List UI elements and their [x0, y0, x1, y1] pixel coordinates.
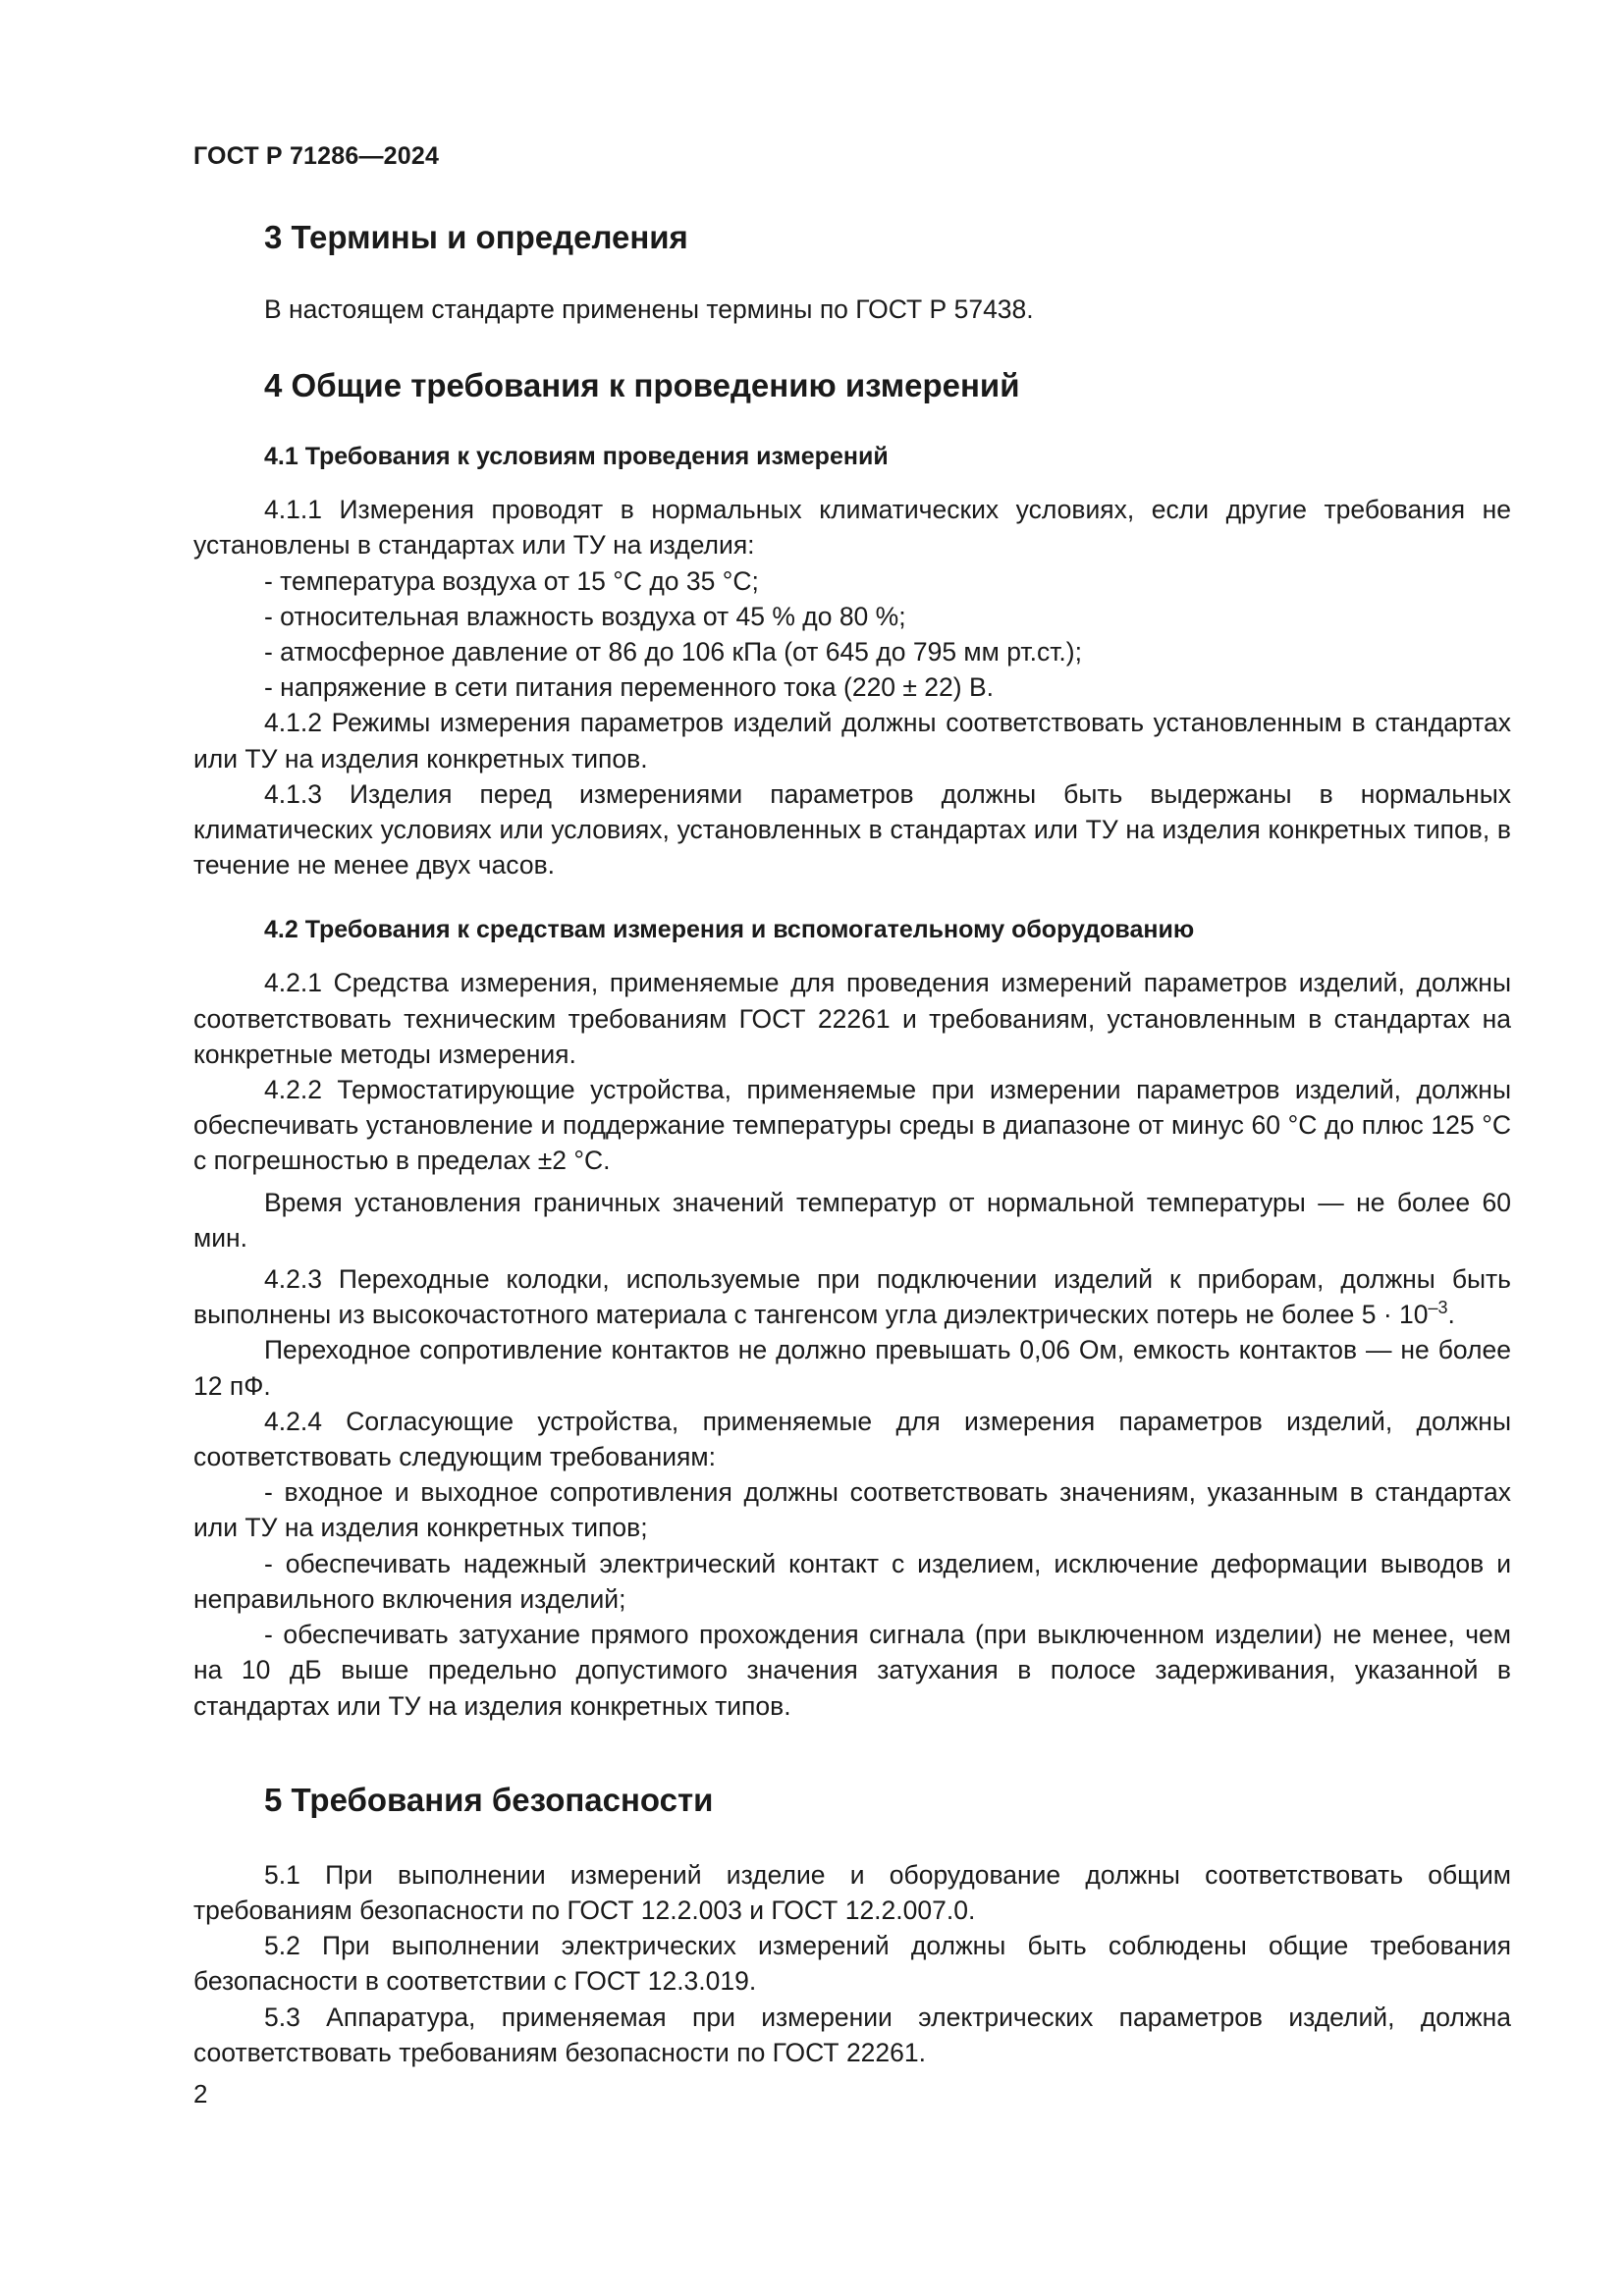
subsection-4-2-title: 4.2 Требования к средствам измерения и вспомогательному оборудованию: [264, 916, 1195, 944]
section-5-title: 5 Требования безопасности: [264, 1781, 714, 1818]
paragraph-5-3: 5.3 Аппаратура, применяемая при измерении электрических параметров изделий, должна соответствовать требованиям безопасности по ГОСТ 22261.: [193, 2002, 1511, 2067]
paragraph-4-2-2-time: Время установления граничных значений температур от нормальной температуры — не более 60 мин.: [193, 1187, 1511, 1253]
list-item: - обеспечивать надежный электрический контакт с изделием, исключение деформации выводов и неправильного включения изделий;: [193, 1548, 1511, 1614]
document-code-header: ГОСТ Р 71286—2024: [193, 142, 440, 170]
list-item: - обеспечивать затухание прямого прохождения сигнала (при выключенном изделии) не менее, чем на 10 дБ выше предельно допустимого значения затухания в полосе задерживания, указанной в стандартах или ТУ на изделия конкретных типов.: [193, 1620, 1511, 1721]
paragraph-4-2-3-text: 4.2.3 Переходные колодки, используемые при подключении изделий к приборам, должны быть выполнены из высокочастотного материала с тангенсом угла диэлектрических потерь не более 5 · 10: [193, 1264, 1511, 1330]
paragraph-4-1-3: 4.1.3 Изделия перед измерениями параметров должны быть выдержаны в нормальных климатических условиях или условиях, установленных в стандартах или ТУ на изделия конкретных типов, в течение не менее двух часов.: [193, 778, 1511, 881]
paragraph-4-2-3-end: .: [1447, 1300, 1455, 1330]
paragraph-4-1-1: 4.1.1 Измерения проводят в нормальных климатических условиях, если другие требования не установлены в стандартах или ТУ на изделия:: [193, 495, 1511, 561]
section-4-title: 4 Общие требования к проведению измерений: [264, 367, 1020, 404]
list-item: - напряжение в сети питания переменного тока (220 ± 22) В.: [264, 672, 995, 703]
list-item: - входное и выходное сопротивления должны соответствовать значениям, указанным в стандартах или ТУ на изделия конкретных типов;: [193, 1477, 1511, 1543]
list-item: - относительная влажность воздуха от 45 % до 80 %;: [264, 601, 906, 631]
paragraph-4-2-2: 4.2.2 Термостатирующие устройства, применяемые при измерении параметров изделий, должны обеспечивать установление и поддержание температуры среды в диапазоне от минус 60 °С до плюс 125 °С с погрешностью в пределах ±2 °С.: [193, 1075, 1511, 1176]
page-number: 2: [193, 2079, 208, 2109]
list-item: - температура воздуха от 15 °С до 35 °С;: [264, 565, 759, 596]
paragraph-4-2-3: [193, 1261, 1511, 1332]
paragraph-4-2-4: 4.2.4 Согласующие устройства, применяемые для измерения параметров изделий, должны соответствовать следующим требованиям:: [193, 1406, 1511, 1472]
document-page: [193, 142, 1511, 2070]
paragraph-5-2: 5.2 При выполнении электрических измерений должны быть соблюдены общие требования безопасности в соответствии с ГОСТ 12.3.019.: [193, 1931, 1511, 1997]
paragraph-5-1: 5.1 При выполнении измерений изделие и оборудование должны соответствовать общим требованиям безопасности по ГОСТ 12.2.003 и ГОСТ 12.2.007.0.: [193, 1859, 1511, 1925]
exponent: –3: [1428, 1298, 1448, 1318]
paragraph-4-2-3-resistance: Переходное сопротивление контактов не должно превышать 0,06 Ом, емкость контактов — не более 12 пФ.: [193, 1335, 1511, 1401]
subsection-4-1-title: 4.1 Требования к условиям проведения измерений: [264, 443, 889, 471]
paragraph-4-1-2: 4.1.2 Режимы измерения параметров изделий должны соответствовать установленным в стандартах или ТУ на изделия конкретных типов.: [193, 708, 1511, 774]
section-3-title: 3 Термины и определения: [264, 219, 688, 255]
section-3-paragraph: В настоящем стандарте применены термины по ГОСТ Р 57438.: [264, 294, 1034, 324]
list-item: - атмосферное давление от 86 до 106 кПа (от 645 до 795 мм рт.ст.);: [264, 637, 1082, 667]
paragraph-4-2-1: 4.2.1 Средства измерения, применяемые для проведения измерений параметров изделий, должны соответствовать техническим требованиям ГОСТ 22261 и требованиям, установленным в стандартах на конкретные методы измерения.: [193, 968, 1511, 1069]
